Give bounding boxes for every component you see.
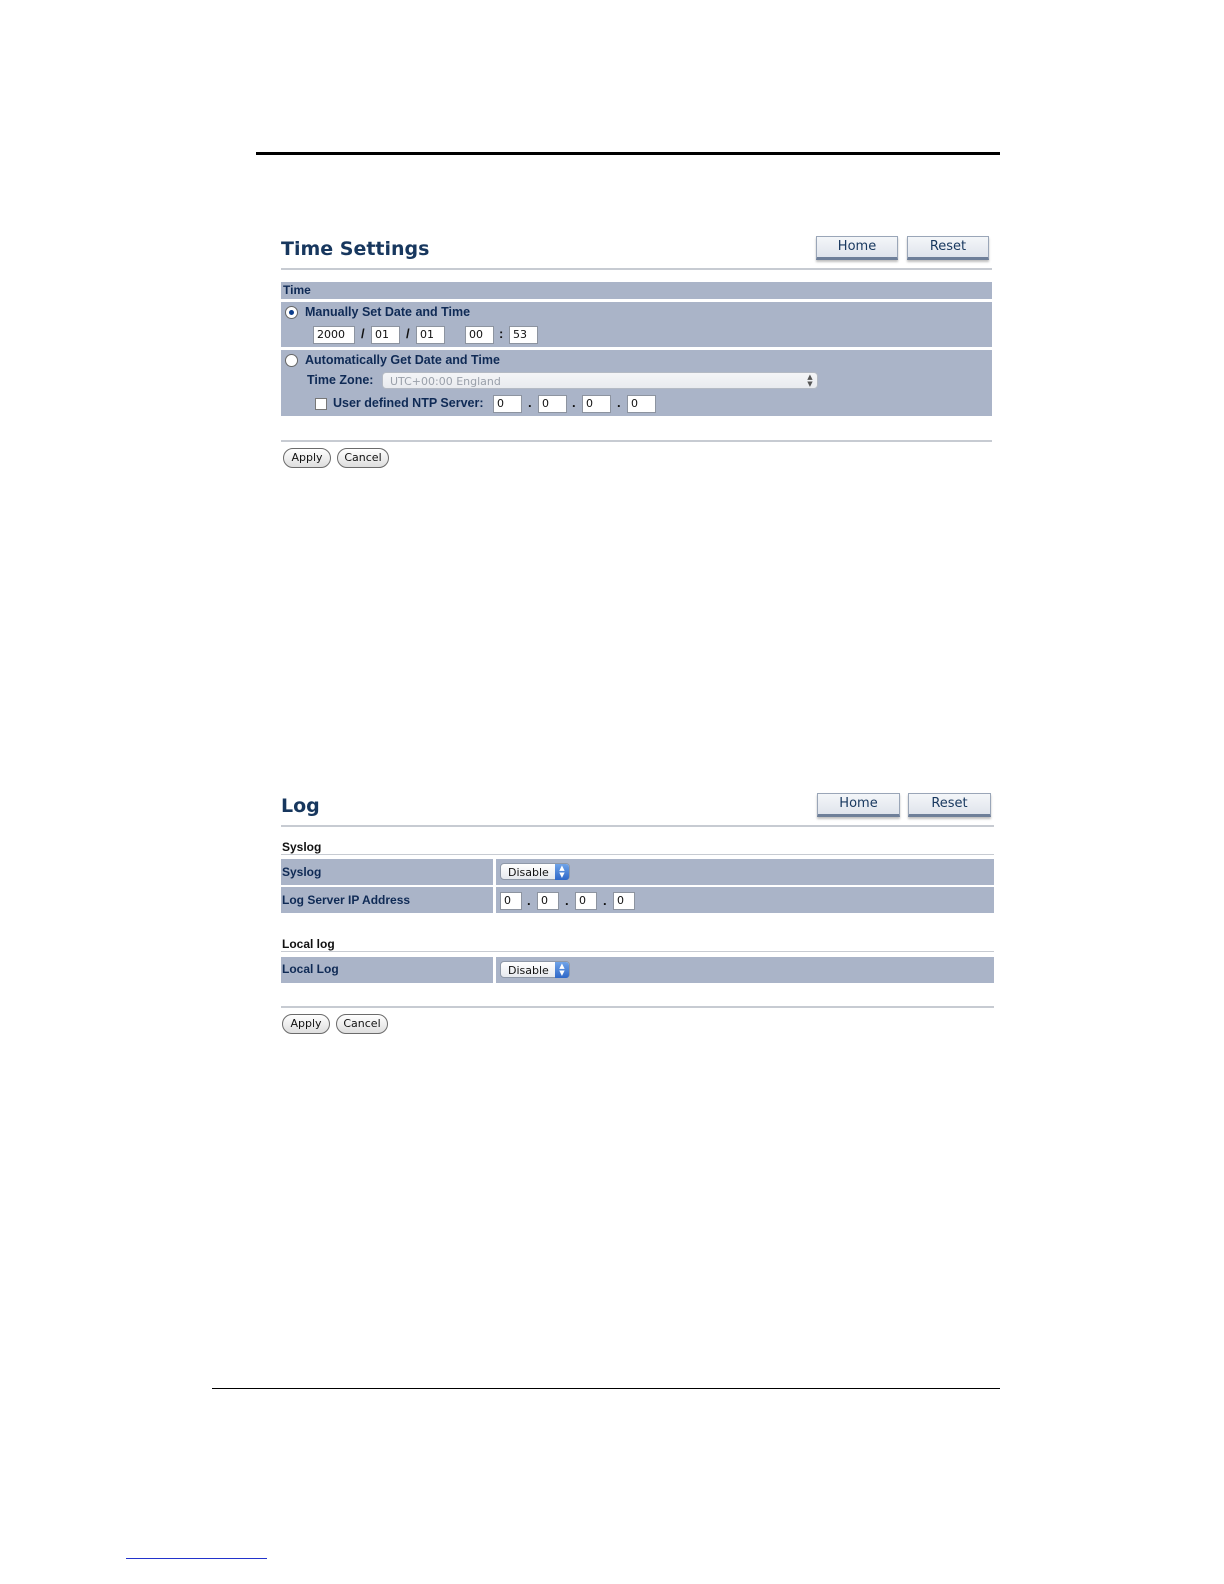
month-input[interactable]: 01 <box>371 326 400 344</box>
local-log-value: Disable <box>508 964 549 977</box>
syslog-value-cell <box>496 859 994 885</box>
local-log-value-cell <box>496 957 994 983</box>
local-log-section-divider <box>281 951 994 952</box>
time-settings-title: Time Settings <box>281 238 430 260</box>
manual-label: Manually Set Date and Time <box>305 305 471 319</box>
log-home-button[interactable]: Home <box>817 793 900 817</box>
ip-dot: . <box>617 395 621 410</box>
time-section-label: Time <box>283 283 311 297</box>
server-ip-octet-4[interactable]: 0 <box>613 892 635 910</box>
header-rule <box>256 152 1000 155</box>
time-footer-divider <box>281 440 992 442</box>
ip-dot: . <box>565 893 569 908</box>
log-title-divider <box>281 825 994 827</box>
footer-rule <box>212 1388 1000 1389</box>
local-log-label: Local Log <box>282 962 339 976</box>
server-ip-octet-2[interactable]: 0 <box>537 892 559 910</box>
timezone-label: Time Zone: <box>307 373 374 387</box>
time-section-header <box>281 282 992 299</box>
time-separator: : <box>499 326 504 341</box>
syslog-select[interactable] <box>500 863 570 880</box>
syslog-section-label: Syslog <box>282 840 322 854</box>
automatic-radio-icon[interactable] <box>285 354 298 367</box>
ntp-ip-octet-1[interactable]: 0 <box>493 395 522 413</box>
updown-arrow-icon: ▲ ▼ <box>555 962 569 978</box>
local-log-select[interactable] <box>500 961 570 978</box>
server-ip-octet-1[interactable]: 0 <box>500 892 522 910</box>
ntp-ip-octet-3[interactable]: 0 <box>582 395 611 413</box>
ntp-ip-octet-2[interactable]: 0 <box>538 395 567 413</box>
ip-dot: . <box>572 395 576 410</box>
minute-input[interactable]: 53 <box>509 326 538 344</box>
log-cancel-button[interactable]: Cancel <box>336 1014 388 1034</box>
time-cancel-button[interactable]: Cancel <box>337 448 389 468</box>
ntp-label: User defined NTP Server: <box>333 396 484 410</box>
manual-radio-icon[interactable] <box>285 306 298 319</box>
timezone-value: UTC+00:00 England <box>390 375 501 388</box>
ntp-checkbox-icon[interactable] <box>315 398 327 410</box>
log-title: Log <box>281 795 320 817</box>
date-separator: / <box>406 326 410 341</box>
server-ip-label: Log Server IP Address <box>282 893 411 907</box>
ip-dot: . <box>603 893 607 908</box>
syslog-label: Syslog <box>282 865 322 879</box>
hour-input[interactable]: 00 <box>465 326 494 344</box>
updown-arrow-icon: ▲ ▼ <box>807 373 813 388</box>
log-footer-divider <box>281 1006 994 1008</box>
log-apply-button[interactable]: Apply <box>282 1014 330 1034</box>
ip-dot: . <box>528 395 532 410</box>
footer-link-underline[interactable] <box>126 1558 267 1559</box>
server-ip-value-cell <box>496 887 994 913</box>
syslog-value: Disable <box>508 866 549 879</box>
time-title-divider <box>281 268 992 270</box>
timezone-select[interactable] <box>382 372 818 389</box>
log-reset-button[interactable]: Reset <box>908 793 991 817</box>
date-separator: / <box>361 326 365 341</box>
local-log-section-label: Local log <box>282 937 335 951</box>
ip-dot: . <box>527 893 531 908</box>
day-input[interactable]: 01 <box>416 326 445 344</box>
updown-arrow-icon: ▲ ▼ <box>555 864 569 880</box>
automatic-label: Automatically Get Date and Time <box>305 353 500 367</box>
time-apply-button[interactable]: Apply <box>283 448 331 468</box>
time-home-button[interactable]: Home <box>816 236 898 260</box>
time-reset-button[interactable]: Reset <box>907 236 989 260</box>
year-input[interactable]: 2000 <box>313 326 355 344</box>
ntp-ip-octet-4[interactable]: 0 <box>627 395 656 413</box>
server-ip-octet-3[interactable]: 0 <box>575 892 597 910</box>
syslog-section-divider <box>281 854 994 855</box>
